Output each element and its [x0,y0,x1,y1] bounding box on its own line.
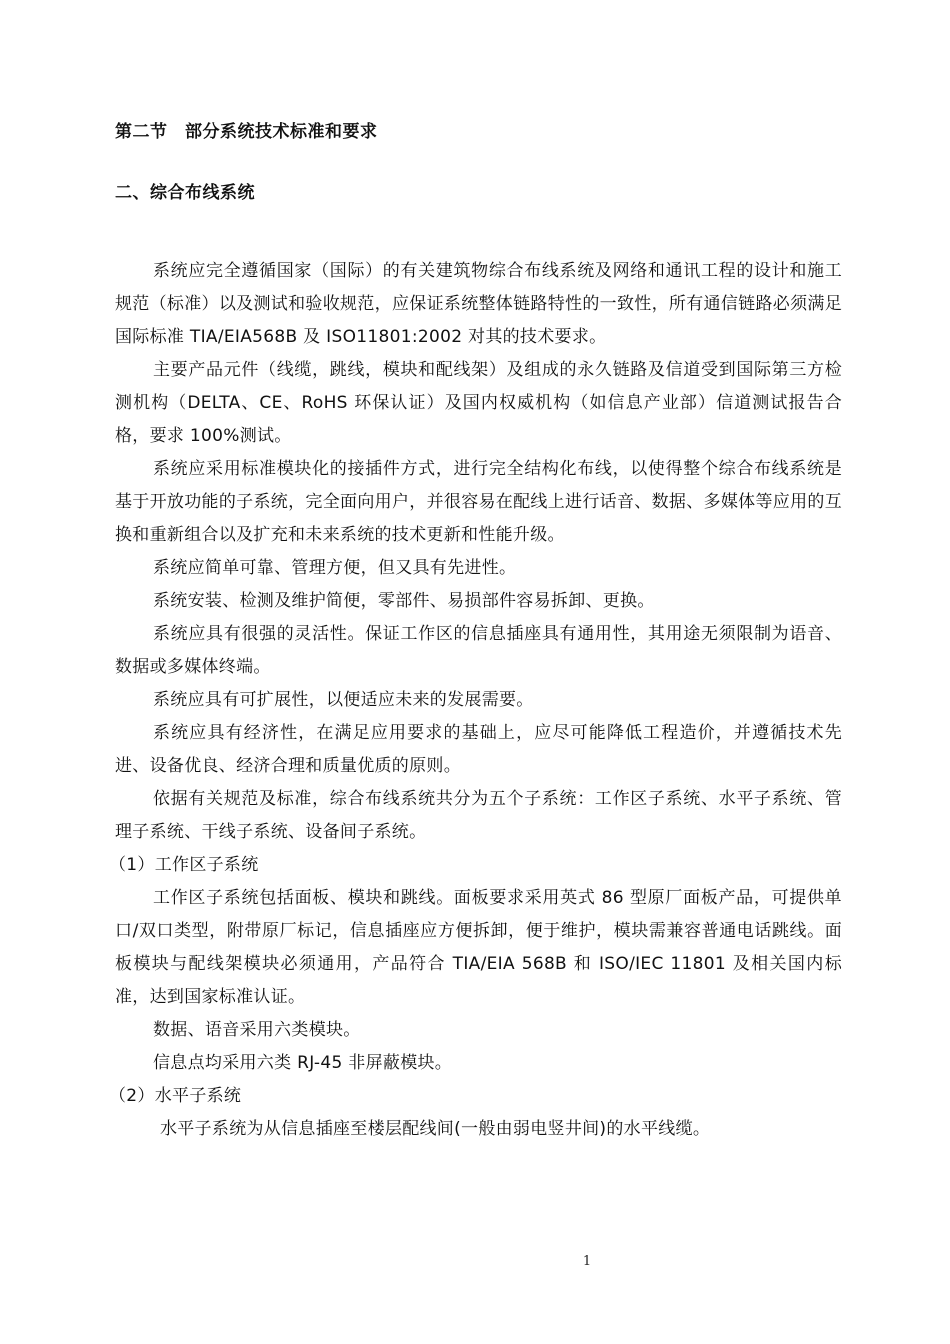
body-paragraph: 依据有关规范及标准，综合布线系统共分为五个子系统：工作区子系统、水平子系统、管理子系统、干线子系统、设备间子系统。 [115,789,842,842]
horizontal-subsystem-label: （2）水平子系统 [109,1086,242,1106]
work-area-subsystem-label: （1）工作区子系统 [109,855,259,875]
subsection-title: 二、综合布线系统 [115,183,255,203]
body-paragraph: 系统应完全遵循国家（国际）的有关建筑物综合布线系统及网络和通讯工程的设计和施工规范（标准）以及测试和验收规范，应保证系统整体链路特性的一致性，所有通信链路必须满足国际标准 TIA/EIA568B 及 ISO11801:2002 对其的技术要求。 [115,261,842,347]
page-number: 1 [582,1254,592,1269]
work-area-paragraph: 信息点均采用六类 RJ-45 非屏蔽模块。 [153,1053,453,1073]
work-area-paragraph: 工作区子系统包括面板、模块和跳线。面板要求采用英式 86 型原厂面板产品，可提供单口/双口类型，附带原厂标记，信息插座应方便拆卸，便于维护，模块需兼容普通电话跳线。面板模块与配线架模块必须通用，产品符合 TIA/EIA 568B 和 ISO/IEC 11801 及相关国内标准，达到国家标准认证。 [115,888,842,1007]
section-title: 第二节 部分系统技术标准和要求 [115,122,378,142]
document-body [109,255,842,1146]
body-paragraph: 系统应具有很强的灵活性。保证工作区的信息插座具有通用性，其用途无须限制为语音、数据或多媒体终端。 [115,624,842,677]
body-paragraph: 系统应简单可靠、管理方便，但又具有先进性。 [153,558,517,578]
horizontal-paragraph: 水平子系统为从信息插座至楼层配线间(一般由弱电竖井间)的水平线缆。 [160,1119,711,1139]
body-paragraph: 系统安装、检测及维护简便，零部件、易损部件容易拆卸、更换。 [153,591,655,611]
body-paragraph: 系统应具有可扩展性，以便适应未来的发展需要。 [153,690,534,710]
body-paragraph: 系统应采用标准模块化的接插件方式，进行完全结构化布线，以使得整个综合布线系统是基于开放功能的子系统，完全面向用户，并很容易在配线上进行话音、数据、多媒体等应用的互换和重新组合以及扩充和未来系统的技术更新和性能升级。 [115,459,842,545]
body-paragraph: 主要产品元件（线缆，跳线，模块和配线架）及组成的永久链路及信道受到国际第三方检测机构（DELTA、CE、RoHS 环保认证）及国内权威机构（如信息产业部）信道测试报告合格，要求 100%测试。 [115,360,842,446]
work-area-paragraph: 数据、语音采用六类模块。 [153,1020,361,1040]
body-paragraph: 系统应具有经济性，在满足应用要求的基础上，应尽可能降低工程造价，并遵循技术先进、设备优良、经济合理和质量优质的原则。 [115,723,842,776]
